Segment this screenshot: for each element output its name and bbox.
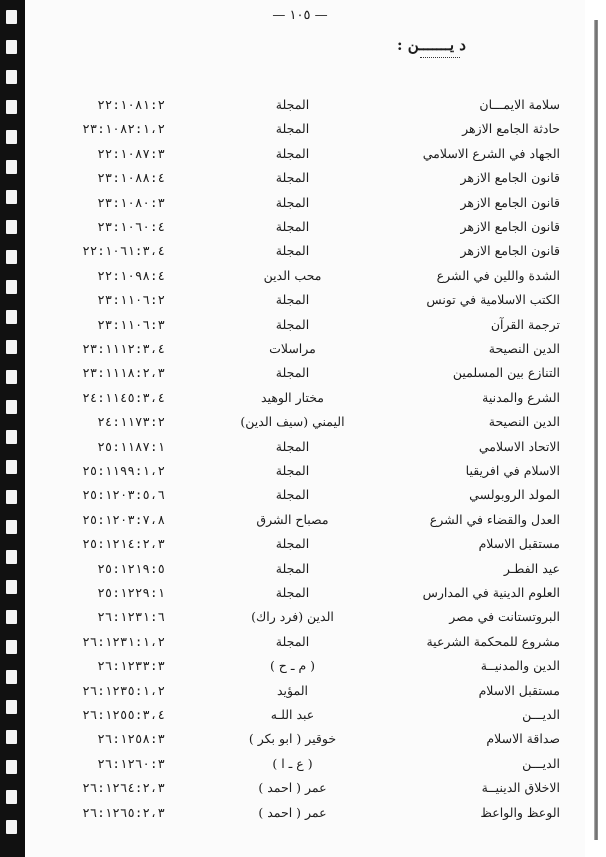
- entry-source: الدين (فرد راك): [251, 609, 334, 625]
- entry-reference: ٢٥:١٢٢٩:١: [97, 585, 165, 600]
- entry-reference: ٢٦:١٢٦٠:٣: [97, 755, 165, 771]
- entry-title: صداقة الاسلام: [486, 731, 560, 747]
- entry-title: حادثة الجامع الازهر: [462, 121, 560, 137]
- entry-source: خوقير ( ابو بكر ): [248, 731, 337, 747]
- section-title: د يـــــــن :: [396, 36, 466, 54]
- entry-source: ( ع ـ ا ): [272, 755, 313, 771]
- entry-title: مشروع للمحكمة الشرعية: [426, 633, 560, 649]
- index-entry-row: [50, 510, 560, 532]
- entry-source: ( م ـ ح ): [269, 658, 316, 674]
- entry-title: الدين النصيحة: [488, 341, 560, 356]
- entry-source: المجلة: [275, 438, 310, 454]
- entry-source: المجلة: [275, 121, 310, 137]
- index-entry-row: [50, 217, 560, 239]
- entry-title: الدين والمدنيــة: [480, 658, 560, 674]
- entry-title: قانون الجامع الازهر: [460, 243, 560, 259]
- entry-source: اليمني (سيف الدين): [240, 414, 345, 430]
- entry-reference: ٢٥:١١٨٧:١: [97, 438, 165, 454]
- entry-reference: ٢٣:١١٠٦:٢: [97, 292, 165, 308]
- entry-reference: ٢٦:١٢٦٤:٢،٣: [82, 780, 165, 796]
- entry-title: التنازع بين المسلمين: [452, 365, 560, 381]
- index-entry-row: [50, 729, 560, 751]
- entry-reference: ٢٥:١٢٠٣:٧،٨: [82, 511, 165, 527]
- entry-reference: ٢٣:١٠٨٠:٣: [97, 194, 165, 210]
- entry-source: المجلة: [275, 145, 310, 161]
- entry-source: المجلة: [275, 316, 310, 332]
- entry-source: المجلة: [275, 463, 310, 478]
- entry-title: الشرع والمدنية: [482, 389, 560, 405]
- entry-source: المجلة: [275, 585, 310, 600]
- entry-title: العلوم الدينية في المدارس: [422, 585, 560, 600]
- entry-title: سلامة الايمـــان: [479, 97, 560, 112]
- entry-title: الدين النصيحة: [488, 414, 560, 430]
- entry-title: البروتستانت في مصر: [449, 609, 560, 625]
- index-entry-row: [50, 119, 560, 141]
- entry-title: الكتب الاسلامية في تونس: [426, 292, 560, 308]
- index-entry-row: [50, 534, 560, 556]
- entry-reference: ٢٣:١١٠٦:٣: [97, 316, 165, 332]
- entry-reference: ٢٦:١٢٣١:١،٢: [82, 633, 165, 649]
- index-entry-row: [50, 705, 560, 727]
- entry-title: ترجمة القرآن: [490, 316, 560, 332]
- entry-source: مراسلات: [269, 341, 316, 356]
- entry-reference: ٢٢:١٠٨١:٢: [97, 97, 165, 112]
- index-entry-row: [50, 485, 560, 507]
- entry-reference: ٢٤:١١٤٥:٣،٤: [82, 389, 165, 405]
- index-entry-row: [50, 290, 560, 312]
- entry-source: مختار الوهيد: [260, 389, 325, 405]
- page-number: — ١٠٥ —: [272, 8, 328, 23]
- entry-title: الوعظ والواعظ: [480, 804, 560, 820]
- entry-source: المجلة: [275, 633, 310, 649]
- index-entry-row: [50, 803, 560, 825]
- entry-title: قانون الجامع الازهر: [460, 219, 560, 234]
- entry-reference: ٢٥:١٢٠٣:٥،٦: [82, 487, 165, 503]
- entry-reference: ٢٣:١٠٦٠:٤: [97, 219, 165, 234]
- entry-source: المجلة: [275, 170, 310, 186]
- entry-reference: ٢٣:١١١٨:٢،٣: [82, 365, 165, 381]
- entry-source: المجلة: [275, 536, 310, 552]
- index-entry-row: [50, 168, 560, 190]
- index-entry-row: [50, 412, 560, 434]
- entry-reference: ٢٤:١١٧٣:٢: [97, 414, 165, 430]
- index-entry-row: [50, 241, 560, 263]
- index-entry-row: [50, 339, 560, 361]
- entry-reference: ٢٦:١٢٣٣:٣: [97, 658, 165, 674]
- entry-source: محب الدين: [263, 267, 322, 283]
- entry-title: الجهاد في الشرع الاسلامي: [422, 145, 560, 161]
- entry-title: الديـــن: [522, 755, 560, 771]
- index-entry-row: [50, 559, 560, 581]
- entry-reference: ٢٢:١٠٩٨:٤: [97, 267, 165, 283]
- entry-title: الاسلام في افريقيا: [465, 463, 560, 478]
- entry-reference: ٢٦:١٢٣١:٦: [97, 609, 165, 625]
- entry-reference: ٢٦:١٢٦٥:٢،٣: [82, 804, 165, 820]
- entry-title: الشدة واللين في الشرع: [436, 267, 560, 283]
- entry-source: المجلة: [275, 365, 310, 381]
- index-entry-row: [50, 437, 560, 459]
- entry-reference: ٢٣:١١١٢:٣،٤: [82, 341, 165, 356]
- entry-reference: ٢٣:١٠٨٨:٤: [97, 170, 165, 186]
- entry-title: مستقبل الاسلام: [478, 536, 560, 552]
- entry-title: قانون الجامع الازهر: [460, 170, 560, 186]
- entry-title: الاتحاد الاسلامي: [478, 438, 560, 454]
- index-entry-row: [50, 461, 560, 483]
- entry-title: قانون الجامع الازهر: [460, 194, 560, 210]
- entry-source: المجلة: [275, 219, 310, 234]
- index-entry-row: [50, 363, 560, 385]
- entry-source: مصباح الشرق: [256, 511, 329, 527]
- entry-source: عمر ( احمد ): [258, 804, 327, 820]
- entry-reference: ٢٦:١٢٥٥:٣،٤: [82, 707, 165, 722]
- entry-source: المجلة: [275, 243, 310, 259]
- entry-source: المجلة: [275, 560, 310, 576]
- entry-source: المجلة: [275, 97, 310, 112]
- index-entry-row: [50, 681, 560, 703]
- entry-reference: ٢٥:١٢١٤:٢،٣: [82, 536, 165, 552]
- entry-title: مستقبل الاسلام: [478, 682, 560, 698]
- entry-source: المجلة: [275, 487, 310, 503]
- entry-source: المجلة: [275, 292, 310, 308]
- entry-reference: ٢٦:١٢٣٥:١،٢: [82, 682, 165, 698]
- entry-reference: ٢٢:١٠٦١:٣،٤: [82, 243, 165, 259]
- entry-title: العدل والقضاء في الشرع: [429, 511, 560, 527]
- index-entry-row: [50, 778, 560, 800]
- index-entry-row: [50, 315, 560, 337]
- index-entry-row: [50, 632, 560, 654]
- entry-reference: ٢٢:١٠٨٧:٣: [97, 145, 165, 161]
- entry-reference: ٢٥:١٢١٩:٥: [97, 560, 165, 576]
- entry-title: المولد الروبولسي: [469, 487, 560, 503]
- entry-source: المؤيد: [276, 682, 308, 698]
- entry-reference: ٢٥:١١٩٩:١،٢: [82, 463, 165, 478]
- index-entry-row: [50, 583, 560, 605]
- entry-title: عيد الفطـر: [503, 560, 560, 576]
- entry-reference: ٢٦:١٢٥٨:٣: [97, 731, 165, 747]
- index-entry-row: [50, 95, 560, 117]
- entry-source: عبد اللـه: [270, 707, 315, 722]
- index-entry-row: [50, 266, 560, 288]
- entry-title: الاخلاق الدينيــة: [481, 780, 560, 796]
- index-entry-row: [50, 607, 560, 629]
- entry-reference: ٢٣:١٠٨٢:١،٢: [82, 121, 165, 137]
- entry-title: الديـــن: [522, 707, 560, 722]
- index-entry-row: [50, 388, 560, 410]
- index-entry-row: [50, 193, 560, 215]
- entry-source: المجلة: [275, 194, 310, 210]
- index-entry-row: [50, 144, 560, 166]
- entry-source: عمر ( احمد ): [258, 780, 327, 796]
- index-entry-row: [50, 754, 560, 776]
- index-entry-row: [50, 656, 560, 678]
